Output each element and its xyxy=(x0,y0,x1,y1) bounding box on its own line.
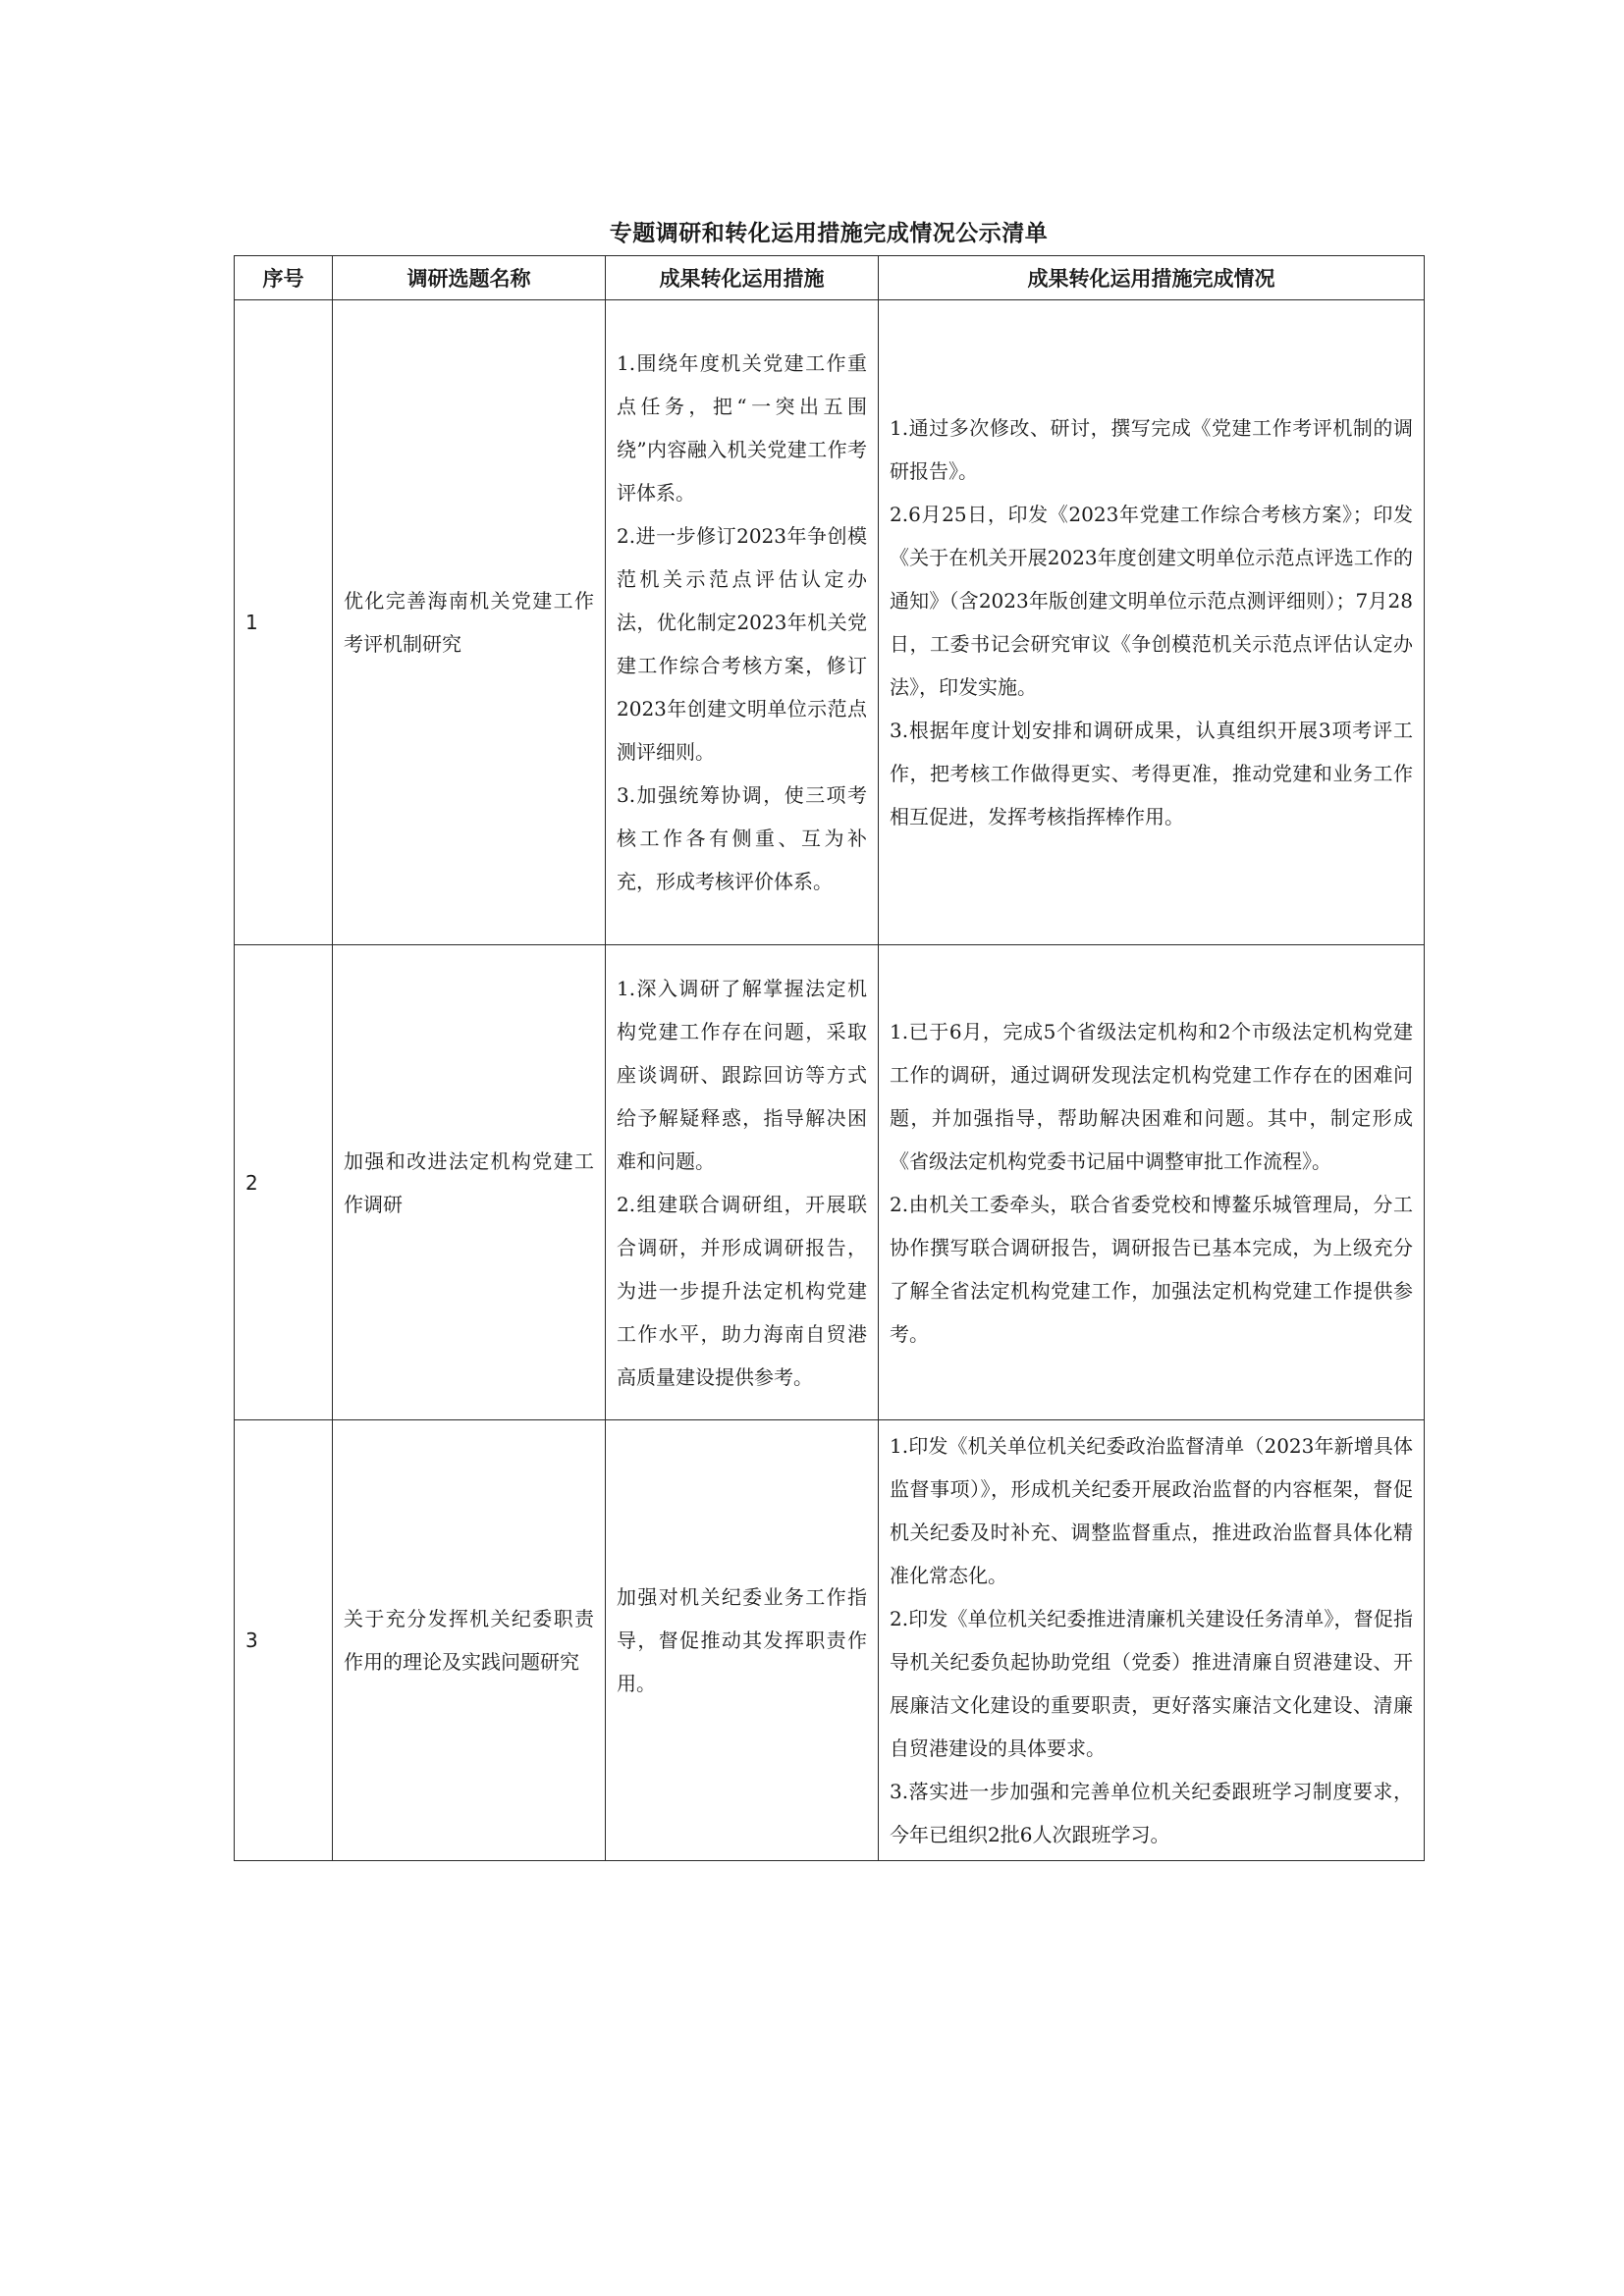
header-completion-status: 成果转化运用措施完成情况 xyxy=(879,256,1425,300)
row-topic-name: 加强和改进法定机构党建工作调研 xyxy=(333,945,606,1420)
page-title: 专题调研和转化运用措施完成情况公示清单 xyxy=(609,221,1049,246)
status-item: 3.落实进一步加强和完善单位机关纪委跟班学习制度要求，今年已组织2批6人次跟班学习。 xyxy=(890,1780,1413,1846)
row-topic-name: 关于充分发挥机关纪委职责作用的理论及实践问题研究 xyxy=(333,1420,606,1861)
status-item: 2.由机关工委牵头，联合省委党校和博鳌乐城管理局，分工协作撰写联合调研报告，调研报告已基本完成，为上级充分了解全省法定机构党建工作，加强法定机构党建工作提供参考。 xyxy=(890,1192,1413,1346)
row-completion-status xyxy=(879,300,1425,945)
row-serial-number: 3 xyxy=(235,1420,333,1861)
row-topic-name: 优化完善海南机关党建工作考评机制研究 xyxy=(333,300,606,945)
table-row xyxy=(235,945,1425,1420)
row-serial-number: 2 xyxy=(235,945,333,1420)
status-item: 3.根据年度计划安排和调研成果，认真组织开展3项考评工作，把考核工作做得更实、考得更准，推动党建和业务工作相互促进，发挥考核指挥棒作用。 xyxy=(890,719,1413,828)
table-row xyxy=(235,1420,1425,1861)
table-header-row xyxy=(235,256,1425,300)
table-row xyxy=(235,300,1425,945)
measure-item: 3.加强统筹协调，使三项考核工作各有侧重、互为补充，形成考核评价体系。 xyxy=(617,783,867,893)
status-item: 1.印发《机关单位机关纪委政治监督清单（2023年新增具体监督事项）》，形成机关纪委开展政治监督的内容框架，督促机关纪委及时补充、调整监督重点，推进政治监督具体化精准化常态化。 xyxy=(890,1434,1413,1587)
row-measures xyxy=(606,945,879,1420)
row-completion-status xyxy=(879,1420,1425,1861)
status-item: 1.通过多次修改、研讨，撰写完成《党建工作考评机制的调研报告》。 xyxy=(890,416,1413,483)
row-measures xyxy=(606,1420,879,1861)
row-serial-number: 1 xyxy=(235,300,333,945)
status-item: 2.6月25日，印发《2023年党建工作综合考核方案》；印发《关于在机关开展2023年度创建文明单位示范点评选工作的通知》（含2023年版创建文明单位示范点测评细则）；7月28日，工委书记会研究审议《争创模范机关示范点评估认定办法》，印发实施。 xyxy=(890,503,1413,699)
measure-item: 2.组建联合调研组，开展联合调研，并形成调研报告，为进一步提升法定机构党建工作水平，助力海南自贸港高质量建设提供参考。 xyxy=(617,1192,867,1389)
measure-item: 1.围绕年度机关党建工作重点任务，把“一突出五围绕”内容融入机关党建工作考评体系。 xyxy=(617,351,867,505)
measure-item: 1.深入调研了解掌握法定机构党建工作存在问题，采取座谈调研、跟踪回访等方式给予解疑释惑，指导解决困难和问题。 xyxy=(617,976,867,1173)
header-serial-number: 序号 xyxy=(235,256,333,300)
measure-item: 2.进一步修订2023年争创模范机关示范点评估认定办法，优化制定2023年机关党建工作综合考核方案，修订2023年创建文明单位示范点测评细则。 xyxy=(617,524,867,764)
status-item: 1.已于6月，完成5个省级法定机构和2个市级法定机构党建工作的调研，通过调研发现法定机构党建工作存在的困难问题，并加强指导，帮助解决困难和问题。其中，制定形成《省级法定机构党委书记届中调整审批工作流程》。 xyxy=(890,1019,1413,1173)
disclosure-table xyxy=(234,255,1425,1861)
measure-item: 加强对机关纪委业务工作指导，督促推动其发挥职责作用。 xyxy=(617,1585,867,1695)
row-measures xyxy=(606,300,879,945)
header-topic-name: 调研选题名称 xyxy=(333,256,606,300)
header-measures: 成果转化运用措施 xyxy=(606,256,879,300)
row-completion-status xyxy=(879,945,1425,1420)
status-item: 2.印发《单位机关纪委推进清廉机关建设任务清单》，督促指导机关纪委负起协助党组（党委）推进清廉自贸港建设、开展廉洁文化建设的重要职责，更好落实廉洁文化建设、清廉自贸港建设的具体要求。 xyxy=(890,1607,1413,1760)
